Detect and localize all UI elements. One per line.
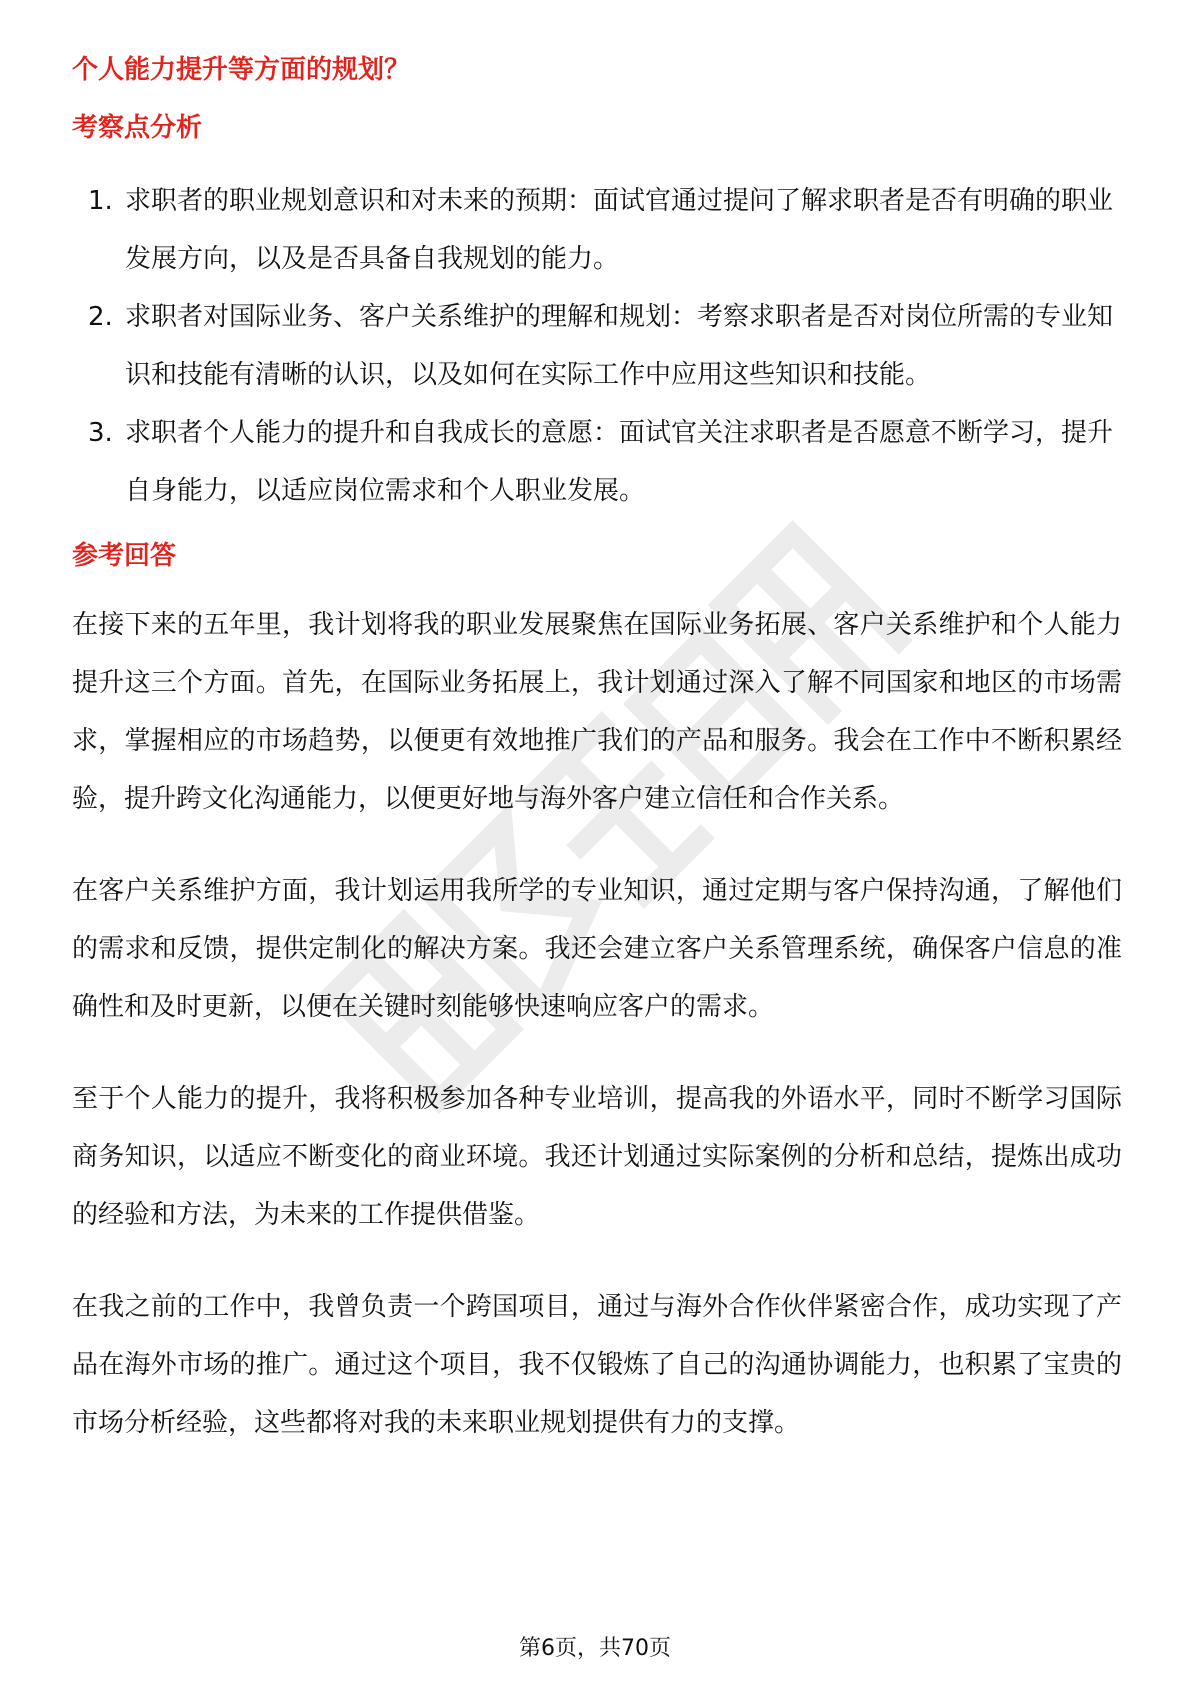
list-item-text: 求职者的职业规划意识和对未来的预期：面试官通过提问了解求职者是否有明确的职业发展方向，以及是否具备自我规划的能力。 bbox=[125, 186, 1114, 274]
document-content bbox=[72, 52, 1122, 1486]
answer-paragraph: 至于个人能力的提升，我将积极参加各种专业培训，提高我的外语水平，同时不断学习国际商务知识，以适应不断变化的商业环境。我还计划通过实际案例的分析和总结，提炼出成功的经验和方法，为未来的工作提供借鉴。 bbox=[72, 1084, 1122, 1230]
list-item bbox=[72, 288, 1122, 404]
analysis-points-list bbox=[72, 172, 1122, 520]
list-item-number: 1. bbox=[88, 186, 113, 216]
analysis-heading: 考察点分析 bbox=[72, 113, 203, 143]
list-item-text: 求职者个人能力的提升和自我成长的意愿：面试官关注求职者是否愿意不断学习，提升自身能力，以适应岗位需求和个人职业发展。 bbox=[125, 418, 1114, 506]
list-item bbox=[72, 404, 1122, 520]
question-title: 个人能力提升等方面的规划？ bbox=[72, 55, 411, 85]
answer-paragraph: 在接下来的五年里，我计划将我的职业发展聚焦在国际业务拓展、客户关系维护和个人能力提升这三个方面。首先，在国际业务拓展上，我计划通过深入了解不同国家和地区的市场需求，掌握相应的市场趋势，以便更有效地推广我们的产品和服务。我会在工作中不断积累经验，提升跨文化沟通能力，以便更好地与海外客户建立信任和合作关系。 bbox=[72, 610, 1122, 814]
answer-paragraph: 在客户关系维护方面，我计划运用我所学的专业知识，通过定期与客户保持沟通，了解他们的需求和反馈，提供定制化的解决方案。我还会建立客户关系管理系统，确保客户信息的准确性和及时更新，以便在关键时刻能够快速响应客户的需求。 bbox=[72, 876, 1122, 1022]
list-item-number: 2. bbox=[88, 302, 113, 332]
list-item bbox=[72, 172, 1122, 288]
page-footer: 第6页，共70页 bbox=[519, 1636, 671, 1661]
list-item-number: 3. bbox=[88, 418, 113, 448]
answer-heading: 参考回答 bbox=[72, 541, 177, 571]
list-item-text: 求职者对国际业务、客户关系维护的理解和规划：考察求职者是否对岗位所需的专业知识和技能有清晰的认识，以及如何在实际工作中应用这些知识和技能。 bbox=[125, 302, 1114, 390]
answer-paragraph: 在我之前的工作中，我曾负责一个跨国项目，通过与海外合作伙伴紧密合作，成功实现了产品在海外市场的推广。通过这个项目，我不仅锻炼了自己的沟通协调能力，也积累了宝贵的市场分析经验，这些都将对我的未来职业规划提供有力的支撑。 bbox=[72, 1292, 1122, 1438]
